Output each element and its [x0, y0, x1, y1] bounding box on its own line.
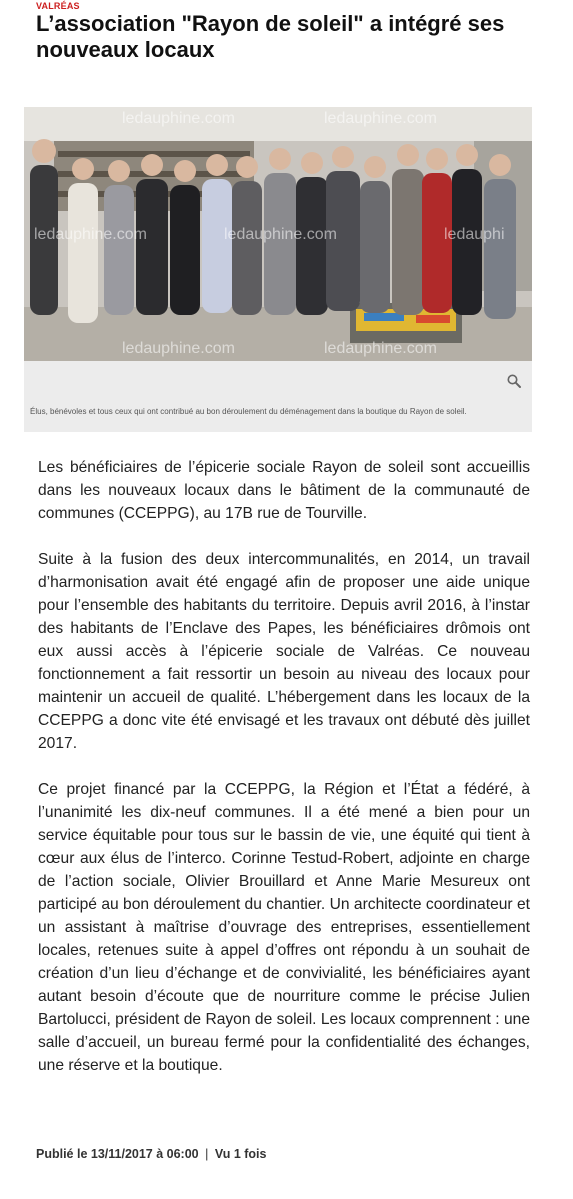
svg-text:ledauphine.com: ledauphine.com	[34, 226, 147, 243]
svg-text:ledauphi: ledauphi	[444, 226, 505, 243]
article-figure	[24, 107, 532, 432]
svg-text:ledauphine.com: ledauphine.com	[324, 340, 437, 357]
publish-date: Publié le 13/11/2017 à 06:00	[36, 1147, 199, 1161]
article-paragraph-1: Les bénéficiaires de l’épicerie sociale Rayon de soleil sont accueillis dans les nouveaux locaux dans le bâtiment de la communauté de communes (CCEPPG), au 17B rue de Tourville.	[38, 459, 530, 522]
article-title: L’association "Rayon de soleil" a intégré ses nouveaux locaux	[36, 11, 505, 62]
magnifier-icon[interactable]	[506, 373, 522, 389]
svg-text:ledauphine.com: ledauphine.com	[122, 110, 235, 127]
svg-text:ledauphine.com: ledauphine.com	[324, 110, 437, 127]
article-paragraph-3: Ce projet financé par la CCEPPG, la Région et l’État a fédéré, à l’unanimité les dix-neuf communes. Il a été mené a bien pour un service équitable pour tous sur le bassin de vie, une équité qui tient à cœur aux élus de l’interco. Corinne Testud-Robert, adjointe en charge de l’action sociale, Olivier Brouillard et Anne Marie Mesureux ont participé au bon déroulement du chantier. Un architecte coordinateur et un assistant à maîtrise d’ouvrage des entreprises, essentiellement locales, retenues suite à appel d’offres ont répondu à un souhait de création d’un lieu d’échange et de convivialité, les bénéficiaires ayant autant besoin d’écoute que de nourriture comme le précise Julien Bartolucci, président de Rayon de soleil. Les locaux comprennent : une salle d’accueil, un bureau fermé pour la confidentialité des échanges, une réserve et la boutique.	[38, 781, 530, 1074]
photo-caption: Élus, bénévoles et tous ceux qui ont contribué au bon déroulement du déménagement dans la boutique du Rayon de soleil.	[30, 407, 467, 416]
svg-text:ledauphine.com: ledauphine.com	[122, 340, 235, 357]
category-label[interactable]: VALRÉAS	[36, 1, 80, 11]
article-body	[38, 456, 530, 1100]
svg-text:ledauphine.com: ledauphine.com	[224, 226, 337, 243]
article-photo[interactable]	[24, 107, 532, 361]
meta-separator: |	[205, 1147, 209, 1161]
view-count: Vu 1 fois	[214, 1147, 267, 1161]
article-paragraph-2: Suite à la fusion des deux intercommunalités, en 2014, un travail d’harmonisation avait été engagé afin de proposer une aide unique pour l’ensemble des habitants du territoire. Depuis avril 2016, à l’instar des habitants de l’Enclave des Papes, les bénéficiaires drômois ont eux aussi accès à l’épicerie sociale de Valréas. Ce nouveau fonctionnement a fait ressortir un besoin au niveau des locaux pour maintenir un accueil de qualité. L’hébergement dans les locaux de la CCEPPG a donc vite été envisagé et les travaux ont débuté dès juillet 2017.	[38, 551, 530, 752]
article-meta	[36, 1147, 266, 1161]
